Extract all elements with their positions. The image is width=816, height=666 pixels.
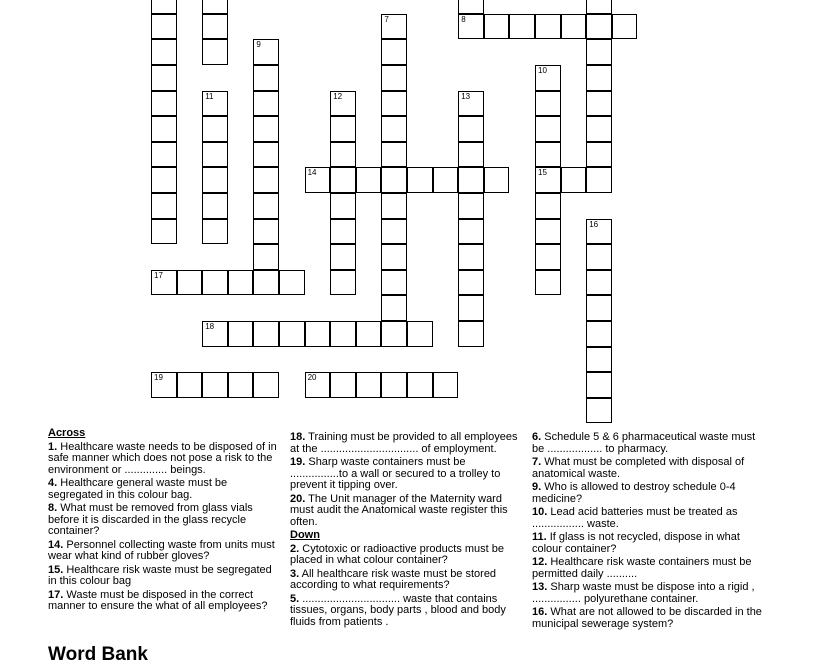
grid-cell[interactable] <box>586 347 612 373</box>
grid-cell[interactable] <box>356 321 382 347</box>
grid-cell[interactable] <box>151 65 177 91</box>
grid-cell[interactable] <box>330 193 356 219</box>
grid-cell[interactable] <box>458 244 484 270</box>
clues-column-2 <box>290 432 520 630</box>
clue-down-3: 3. All healthcare risk waste must be stored according to what requirements? <box>290 567 497 591</box>
clue-across-20: 20. The Unit manager of the Maternity ward must audit the Anatomical waste register this often. <box>290 492 508 528</box>
grid-cell[interactable] <box>202 167 228 193</box>
grid-cell[interactable] <box>305 167 331 193</box>
grid-cell[interactable] <box>381 167 407 193</box>
grid-cell[interactable] <box>535 167 561 193</box>
grid-cell[interactable] <box>202 321 228 347</box>
grid-cell[interactable] <box>586 39 612 65</box>
clue-number: 12 <box>333 91 343 101</box>
clue-number: 13 <box>461 91 471 101</box>
grid-cell[interactable] <box>612 14 638 40</box>
clue-number: 14 <box>307 168 317 178</box>
grid-cell[interactable] <box>202 39 228 65</box>
grid-cell[interactable] <box>253 219 279 245</box>
grid-cell[interactable] <box>561 167 587 193</box>
grid-cell[interactable] <box>586 372 612 398</box>
grid-cell[interactable] <box>586 167 612 193</box>
grid-cell[interactable] <box>381 116 407 142</box>
grid-cell[interactable] <box>253 193 279 219</box>
grid-cell[interactable] <box>407 372 433 398</box>
grid-cell[interactable] <box>202 142 228 168</box>
clues-column-1 <box>48 428 280 615</box>
grid-cell[interactable] <box>253 372 279 398</box>
grid-cell[interactable] <box>586 116 612 142</box>
grid-cell[interactable] <box>330 244 356 270</box>
grid-cell[interactable] <box>381 321 407 347</box>
grid-cell[interactable] <box>202 193 228 219</box>
grid-cell[interactable] <box>253 244 279 270</box>
grid-cell[interactable] <box>253 116 279 142</box>
grid-cell[interactable] <box>202 0 228 14</box>
clue-across-1: 1. Healthcare waste needs to be disposed of in safe manner which does not pose a risk to the environment or .............. beings. <box>48 440 277 476</box>
grid-cell[interactable] <box>151 167 177 193</box>
grid-cell[interactable] <box>381 270 407 296</box>
clue-number: 11 <box>205 91 214 101</box>
grid-cell[interactable] <box>381 91 407 117</box>
grid-cell[interactable] <box>330 167 356 193</box>
grid-cell[interactable] <box>279 321 305 347</box>
grid-cell[interactable] <box>253 270 279 296</box>
clue-number: 7 <box>384 14 389 24</box>
word-bank-heading: Word Bank <box>48 644 148 665</box>
grid-cell[interactable] <box>407 321 433 347</box>
grid-cell[interactable] <box>151 0 177 14</box>
grid-cell[interactable] <box>253 65 279 91</box>
grid-cell[interactable] <box>253 167 279 193</box>
clue-across-8: 8. What must be removed from glass vials before it is discarded in the glass recycle container? <box>48 502 253 537</box>
grid-cell[interactable] <box>586 321 612 347</box>
grid-cell[interactable] <box>228 321 254 347</box>
grid-cell[interactable] <box>151 372 177 398</box>
grid-cell[interactable] <box>305 372 331 398</box>
grid-cell[interactable] <box>381 244 407 270</box>
grid-cell[interactable] <box>151 91 177 117</box>
grid-cell[interactable] <box>253 39 279 65</box>
clue-number: 16 <box>589 219 599 229</box>
grid-cell[interactable] <box>381 295 407 321</box>
clue-down-10: 10. Lead acid batteries must be treated as ................. waste. <box>532 506 738 530</box>
clue-down-12: 12. Healthcare risk waste containers must be permitted daily .......... <box>532 556 752 580</box>
grid-cell[interactable] <box>330 142 356 168</box>
grid-cell[interactable] <box>253 142 279 168</box>
grid-cell[interactable] <box>253 91 279 117</box>
grid-cell[interactable] <box>535 91 561 117</box>
grid-cell[interactable] <box>535 65 561 91</box>
grid-cell[interactable] <box>356 167 382 193</box>
grid-cell[interactable] <box>151 14 177 40</box>
grid-cell[interactable] <box>279 270 305 296</box>
grid-cell[interactable] <box>535 14 561 40</box>
grid-cell[interactable] <box>151 39 177 65</box>
grid-cell[interactable] <box>202 14 228 40</box>
grid-cell[interactable] <box>253 321 279 347</box>
grid-cell[interactable] <box>356 372 382 398</box>
grid-cell[interactable] <box>177 270 203 296</box>
grid-cell[interactable] <box>458 295 484 321</box>
grid-cell[interactable] <box>535 219 561 245</box>
grid-cell[interactable] <box>228 372 254 398</box>
grid-cell[interactable] <box>458 91 484 117</box>
grid-cell[interactable] <box>586 142 612 168</box>
grid-cell[interactable] <box>586 14 612 40</box>
grid-cell[interactable] <box>484 14 510 40</box>
clue-down-5: 5. ................................ waste that contains tissues, organs, body parts , blood and body fluids from patients . <box>290 592 506 628</box>
grid-cell[interactable] <box>561 14 587 40</box>
grid-cell[interactable] <box>458 142 484 168</box>
grid-cell[interactable] <box>586 270 612 296</box>
grid-cell[interactable] <box>458 0 484 14</box>
clue-down-7: 7. What must be completed with disposal of anatomical waste. <box>532 456 745 480</box>
clue-number: 9 <box>256 40 261 50</box>
clue-down-9: 9. Who is allowed to destroy schedule 0-4 medicine? <box>532 481 736 505</box>
grid-cell[interactable] <box>151 142 177 168</box>
grid-cell[interactable] <box>381 65 407 91</box>
grid-cell[interactable] <box>177 372 203 398</box>
grid-cell[interactable] <box>151 116 177 142</box>
grid-cell[interactable] <box>381 372 407 398</box>
grid-cell[interactable] <box>151 193 177 219</box>
clue-number: 19 <box>154 373 163 383</box>
grid-cell[interactable] <box>407 167 433 193</box>
grid-cell[interactable] <box>228 270 254 296</box>
grid-cell[interactable] <box>381 14 407 40</box>
grid-cell[interactable] <box>458 219 484 245</box>
grid-cell[interactable] <box>202 91 228 117</box>
grid-cell[interactable] <box>458 270 484 296</box>
grid-cell[interactable] <box>330 372 356 398</box>
grid-cell[interactable] <box>202 372 228 398</box>
grid-cell[interactable] <box>433 167 459 193</box>
grid-cell[interactable] <box>586 244 612 270</box>
grid-cell[interactable] <box>330 116 356 142</box>
clue-number: 18 <box>205 322 215 331</box>
grid-cell[interactable] <box>151 270 177 296</box>
grid-cell[interactable] <box>535 244 561 270</box>
clue-across-15: 15. Healthcare risk waste must be segregated in this colour bag <box>48 563 272 587</box>
grid-cell[interactable] <box>535 193 561 219</box>
grid-cell[interactable] <box>586 398 612 424</box>
grid-cell[interactable] <box>381 39 407 65</box>
grid-cell[interactable] <box>458 14 484 40</box>
grid-cell[interactable] <box>202 116 228 142</box>
grid-cell[interactable] <box>330 91 356 117</box>
grid-cell[interactable] <box>330 270 356 296</box>
grid-cell[interactable] <box>381 142 407 168</box>
grid-cell[interactable] <box>586 91 612 117</box>
grid-cell[interactable] <box>458 167 484 193</box>
grid-cell[interactable] <box>535 116 561 142</box>
down-heading: Down <box>290 529 320 541</box>
clue-number: 10 <box>538 66 547 75</box>
clue-across-18: 18. Training must be provided to all employees at the ................................ of employment. <box>290 431 518 455</box>
clue-across-17: 17. Waste must be disposed in the correct manner to ensure the what of all employees? <box>48 588 268 612</box>
clue-down-11: 11. If glass is not recycled, dispose in what colour container? <box>532 531 740 555</box>
grid-cell[interactable] <box>381 219 407 245</box>
grid-cell[interactable] <box>458 116 484 142</box>
grid-cell[interactable] <box>202 270 228 296</box>
grid-cell[interactable] <box>330 321 356 347</box>
grid-cell[interactable] <box>484 167 510 193</box>
clue-number: 15 <box>538 168 547 178</box>
grid-cell[interactable] <box>509 14 535 40</box>
grid-cell[interactable] <box>458 193 484 219</box>
grid-cell[interactable] <box>535 270 561 296</box>
grid-cell[interactable] <box>586 295 612 321</box>
grid-cell[interactable] <box>381 193 407 219</box>
clues-column-3 <box>532 432 762 632</box>
grid-cell[interactable] <box>586 0 612 14</box>
clue-across-14: 14. Personnel collecting waste from units must wear what kind of rubber gloves? <box>48 538 275 562</box>
clue-number: 17 <box>154 270 163 280</box>
clue-across-19: 19. Sharp waste containers must be ................to a wall or secured to a trolley to prevent it tipping over. <box>290 456 501 491</box>
clue-number: 8 <box>461 14 466 24</box>
grid-cell[interactable] <box>433 372 459 398</box>
clue-down-16: 16. What are not allowed to be discarded in the municipal sewerage system? <box>532 606 762 630</box>
clue-down-13: 13. Sharp waste must be dispose into a rigid , ................ polyurethane container. <box>532 581 755 605</box>
clue-down-6: 6. Schedule 5 & 6 pharmaceutical waste must be .................. to pharmacy. <box>532 431 756 455</box>
grid-cell[interactable] <box>330 219 356 245</box>
grid-cell[interactable] <box>151 219 177 245</box>
grid-cell[interactable] <box>586 65 612 91</box>
clue-down-2: 2. Cytotoxic or radioactive products must be placed in what colour container? <box>290 542 504 566</box>
grid-cell[interactable] <box>586 219 612 245</box>
grid-cell[interactable] <box>202 219 228 245</box>
grid-cell[interactable] <box>305 321 331 347</box>
grid-cell[interactable] <box>535 142 561 168</box>
clue-across-4: 4. Healthcare general waste must be segregated in this colour bag. <box>48 477 228 501</box>
clue-number: 20 <box>307 373 317 383</box>
grid-cell[interactable] <box>458 321 484 347</box>
across-heading: Across <box>48 427 86 439</box>
